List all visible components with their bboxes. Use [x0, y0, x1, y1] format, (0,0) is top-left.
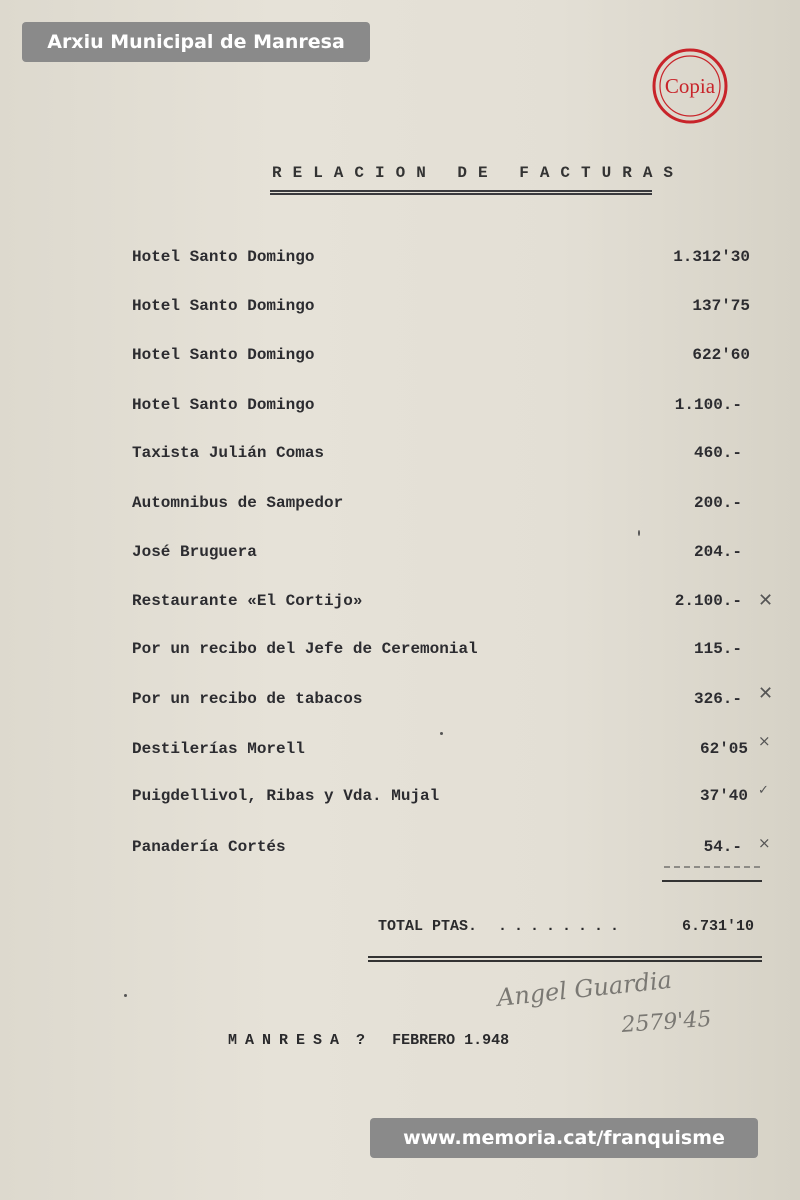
archive-banner: Arxiu Municipal de Manresa	[22, 22, 370, 62]
invoice-amount: 2.100.-	[674, 592, 742, 610]
paper-speck	[124, 994, 127, 997]
invoice-amount: 62'05	[699, 740, 748, 758]
invoice-name: Destilerías Morell	[132, 740, 305, 758]
invoice-amount: 1.312'30	[673, 248, 750, 266]
invoice-amount: 54.-	[703, 838, 742, 856]
handwritten-amount: 2579'45	[620, 1006, 713, 1038]
invoice-row	[132, 543, 750, 567]
copia-stamp	[650, 46, 730, 126]
invoice-name: Por un recibo del Jefe de Ceremonial	[132, 640, 478, 658]
invoice-name: Hotel Santo Domingo	[132, 248, 315, 266]
invoice-row	[132, 346, 750, 370]
invoice-amount: 622'60	[692, 346, 750, 364]
invoice-row	[132, 494, 750, 518]
footer-url[interactable]: www.memoria.cat/franquisme	[370, 1118, 758, 1158]
invoice-amount: 200.-	[693, 494, 742, 512]
invoice-amount: 37'40	[699, 787, 748, 805]
check-mark: ✕	[758, 683, 774, 704]
document-title: RELACION DE FACTURAS	[272, 164, 685, 182]
place-date	[228, 1032, 509, 1049]
total-line	[378, 918, 754, 942]
total-value: 6.731'10	[681, 918, 754, 935]
invoice-name: Hotel Santo Domingo	[132, 297, 315, 315]
invoice-name: Por un recibo de tabacos	[132, 690, 363, 708]
invoice-row	[132, 838, 750, 862]
invoice-name: Taxista Julián Comas	[132, 444, 325, 462]
invoice-amount: 204.-	[693, 543, 742, 561]
invoice-row	[132, 787, 750, 811]
place-date-text: FEBRERO 1.948	[392, 1032, 510, 1049]
invoice-name: Hotel Santo Domingo	[132, 346, 315, 364]
paper-speck	[638, 530, 640, 536]
invoice-row	[132, 640, 750, 664]
check-mark: ✓	[758, 783, 769, 798]
invoice-name: Restaurante «El Cortijo»	[132, 592, 363, 610]
check-mark: ✕	[758, 590, 774, 611]
invoice-amount: 1.100.-	[674, 396, 742, 414]
invoice-amount: 460.-	[693, 444, 742, 462]
paper-speck	[440, 732, 443, 735]
invoice-name: Automnibus de Sampedor	[132, 494, 344, 512]
invoice-amount: 137'75	[692, 297, 750, 315]
total-underline	[368, 956, 762, 962]
handwritten-note	[490, 972, 760, 1042]
invoice-row	[132, 444, 750, 468]
invoice-amount: 326.-	[693, 690, 742, 708]
subtotal-dashes	[664, 866, 760, 868]
place-mark: ?	[356, 1032, 366, 1049]
subtotal-rule	[662, 880, 762, 882]
check-mark: ×	[758, 834, 771, 852]
invoice-name: Puigdellivol, Ribas y Vda. Mujal	[132, 787, 440, 805]
invoice-row	[132, 396, 750, 420]
check-mark: ×	[758, 732, 771, 750]
total-label: TOTAL PTAS.	[378, 918, 478, 935]
invoice-row	[132, 740, 750, 764]
invoice-name: José Bruguera	[132, 543, 257, 561]
handwritten-name: Angel Guardia	[495, 972, 674, 1012]
invoice-amount: 115.-	[693, 640, 742, 658]
title-underline	[270, 190, 652, 195]
place-city: MANRESA	[228, 1032, 348, 1049]
invoice-name: Hotel Santo Domingo	[132, 396, 315, 414]
invoice-row	[132, 248, 750, 272]
total-dots: ........	[498, 918, 627, 935]
invoice-name: Panadería Cortés	[132, 838, 286, 856]
invoice-row	[132, 592, 750, 616]
invoice-row	[132, 690, 750, 714]
stamp-text: Copia	[664, 74, 716, 98]
invoice-row	[132, 297, 750, 321]
